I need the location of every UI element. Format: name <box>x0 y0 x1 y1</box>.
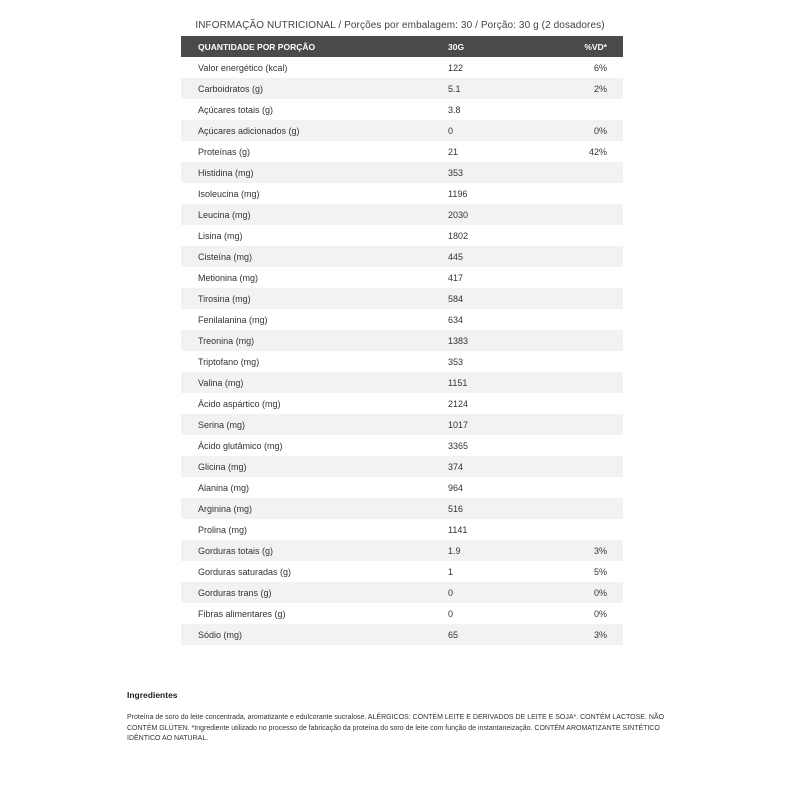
ingredients-text: Proteína de soro do leite concentrada, aromatizante e edulcorante sucralose. ALÉRGICOS: CONTÉM LEITE E DERIVADOS DE LEITE E SOJA*. CONTÉM LACTOSE. NÃO CONTÉM GLÚTEN. *Ingrediente utilizado no processo de fabricação da proteína do soro de leite com função de instantaneização. CONTÉM AROMATIZANTE SINTÉTICO IDÊNTICO AO NATURAL. <box>127 714 665 742</box>
table-row <box>181 519 623 540</box>
nutrient-name: Tirosina (mg) <box>181 288 448 309</box>
nutrient-name: Lisina (mg) <box>198 230 243 241</box>
table-row <box>181 99 623 120</box>
nutrient-name: Leucina (mg) <box>181 204 448 225</box>
nutrient-daily-value <box>568 225 623 246</box>
table-row <box>181 57 623 78</box>
nutrient-daily-value <box>568 204 623 225</box>
nutrient-quantity: 2030 <box>448 204 568 225</box>
table-row <box>181 435 623 456</box>
table-row <box>181 498 623 519</box>
table-row <box>181 456 623 477</box>
nutrient-quantity: 634 <box>448 314 464 325</box>
nutrient-daily-value <box>568 519 623 540</box>
nutrient-quantity: 1802 <box>448 230 469 241</box>
table-row <box>181 309 623 330</box>
nutrient-daily-value: 5% <box>593 566 607 577</box>
nutrient-daily-value <box>568 246 623 267</box>
table-row <box>181 582 623 603</box>
nutrient-daily-value: 0% <box>568 120 623 141</box>
nutrient-quantity: 584 <box>448 288 568 309</box>
nutrient-daily-value: 6% <box>593 62 607 73</box>
nutrient-quantity: 65 <box>448 624 568 645</box>
nutrient-daily-value <box>568 456 623 477</box>
nutrient-daily-value <box>568 99 623 120</box>
nutrient-quantity: 2124 <box>448 398 469 409</box>
nutrition-table <box>181 36 623 645</box>
nutrient-daily-value <box>568 498 623 519</box>
nutrient-name: Sódio (mg) <box>181 624 448 645</box>
nutrient-daily-value <box>568 435 623 456</box>
nutrient-name: Treonina (mg) <box>181 330 448 351</box>
table-caption: INFORMAÇÃO NUTRICIONAL / Porções por embalagem: 30 / Porção: 30 g (2 dosadores) <box>195 20 605 31</box>
nutrient-name: Proteínas (g) <box>198 146 251 157</box>
nutrient-quantity: 3365 <box>448 440 469 451</box>
nutrient-daily-value <box>568 351 623 372</box>
table-row <box>181 225 623 246</box>
nutrient-name: Gorduras totais (g) <box>181 540 448 561</box>
nutrient-name: Açúcares totais (g) <box>198 104 274 115</box>
nutrient-quantity: 0 <box>448 608 454 619</box>
table-row <box>181 267 623 288</box>
table-row <box>181 477 623 498</box>
table-row <box>181 246 623 267</box>
table-row <box>181 330 623 351</box>
nutrient-name: Glicina (mg) <box>181 456 448 477</box>
nutrient-quantity: 122 <box>448 62 464 73</box>
nutrient-quantity: 417 <box>448 272 464 283</box>
nutrient-daily-value: 42% <box>588 146 607 157</box>
table-row <box>181 204 623 225</box>
nutrient-name: Histidina (mg) <box>181 162 448 183</box>
nutrient-quantity: 964 <box>448 482 464 493</box>
table-row <box>181 120 623 141</box>
nutrient-quantity: 21 <box>448 146 459 157</box>
nutrient-name: Fenilalanina (mg) <box>198 314 268 325</box>
nutrient-quantity: 1.9 <box>448 540 568 561</box>
table-row <box>181 372 623 393</box>
nutrient-quantity: 1383 <box>448 330 568 351</box>
ingredients-title: Ingredientes <box>127 690 178 700</box>
table-row <box>181 288 623 309</box>
nutrient-quantity: 1017 <box>448 414 568 435</box>
nutrient-daily-value <box>568 162 623 183</box>
table-row <box>181 561 623 582</box>
nutrient-daily-value <box>568 477 623 498</box>
nutrient-name: Isoleucina (mg) <box>198 188 260 199</box>
nutrient-name: Arginina (mg) <box>181 498 448 519</box>
table-row <box>181 141 623 162</box>
nutrient-quantity: 5.1 <box>448 78 568 99</box>
nutrient-quantity: 1 <box>448 566 454 577</box>
nutrient-daily-value: 0% <box>593 608 607 619</box>
nutrient-name: Carboidratos (g) <box>181 78 448 99</box>
nutrient-quantity: 353 <box>448 162 568 183</box>
nutrient-name: Triptofano (mg) <box>198 356 260 367</box>
nutrient-name: Prolina (mg) <box>198 524 248 535</box>
nutrient-name: Serina (mg) <box>181 414 448 435</box>
nutrient-daily-value: 0% <box>568 582 623 603</box>
nutrient-daily-value: 2% <box>568 78 623 99</box>
nutrient-name: Valina (mg) <box>181 372 448 393</box>
nutrient-daily-value <box>568 372 623 393</box>
table-row <box>181 603 623 624</box>
table-row <box>181 351 623 372</box>
nutrient-quantity: 516 <box>448 498 568 519</box>
nutrient-quantity: 445 <box>448 246 568 267</box>
nutrient-name: Gorduras trans (g) <box>181 582 448 603</box>
nutrient-daily-value <box>568 183 623 204</box>
nutrient-quantity: 1151 <box>448 372 568 393</box>
nutrient-quantity: 1196 <box>448 188 468 199</box>
nutrient-quantity: 0 <box>448 120 568 141</box>
nutrient-daily-value <box>568 393 623 414</box>
nutrient-name: Fibras alimentares (g) <box>198 608 286 619</box>
nutrient-name: Cisteína (mg) <box>181 246 448 267</box>
table-row <box>181 183 623 204</box>
table-row <box>181 624 623 645</box>
nutrient-quantity: 374 <box>448 456 568 477</box>
table-row <box>181 414 623 435</box>
nutrient-name: Ácido aspártico (mg) <box>198 398 281 409</box>
table-header-row <box>181 36 623 57</box>
nutrient-daily-value <box>568 288 623 309</box>
table-row <box>181 393 623 414</box>
nutrient-daily-value <box>568 414 623 435</box>
table-row <box>181 162 623 183</box>
nutrient-daily-value <box>568 330 623 351</box>
nutrient-quantity: 353 <box>448 356 464 367</box>
header-portion-size: 30G <box>448 36 568 57</box>
header-daily-value: %VD* <box>568 36 623 57</box>
nutrient-name: Açúcares adicionados (g) <box>181 120 448 141</box>
nutrition-table-body <box>181 57 623 645</box>
nutrient-quantity: 3.8 <box>448 104 461 115</box>
nutrient-name: Valor energético (kcal) <box>198 62 288 73</box>
nutrient-quantity: 1141 <box>448 524 468 535</box>
header-quantity-per-portion: QUANTIDADE POR PORÇÃO <box>181 36 448 57</box>
table-row <box>181 540 623 561</box>
nutrient-daily-value: 3% <box>568 540 623 561</box>
nutrient-name: Ácido glutâmico (mg) <box>198 440 283 451</box>
nutrient-quantity: 0 <box>448 582 568 603</box>
nutrient-daily-value <box>568 267 623 288</box>
nutrient-name: Alanina (mg) <box>198 482 250 493</box>
table-row <box>181 78 623 99</box>
nutrient-daily-value <box>568 309 623 330</box>
nutrient-name: Gorduras saturadas (g) <box>198 566 292 577</box>
nutrient-name: Metionina (mg) <box>198 272 259 283</box>
nutrient-daily-value: 3% <box>568 624 623 645</box>
